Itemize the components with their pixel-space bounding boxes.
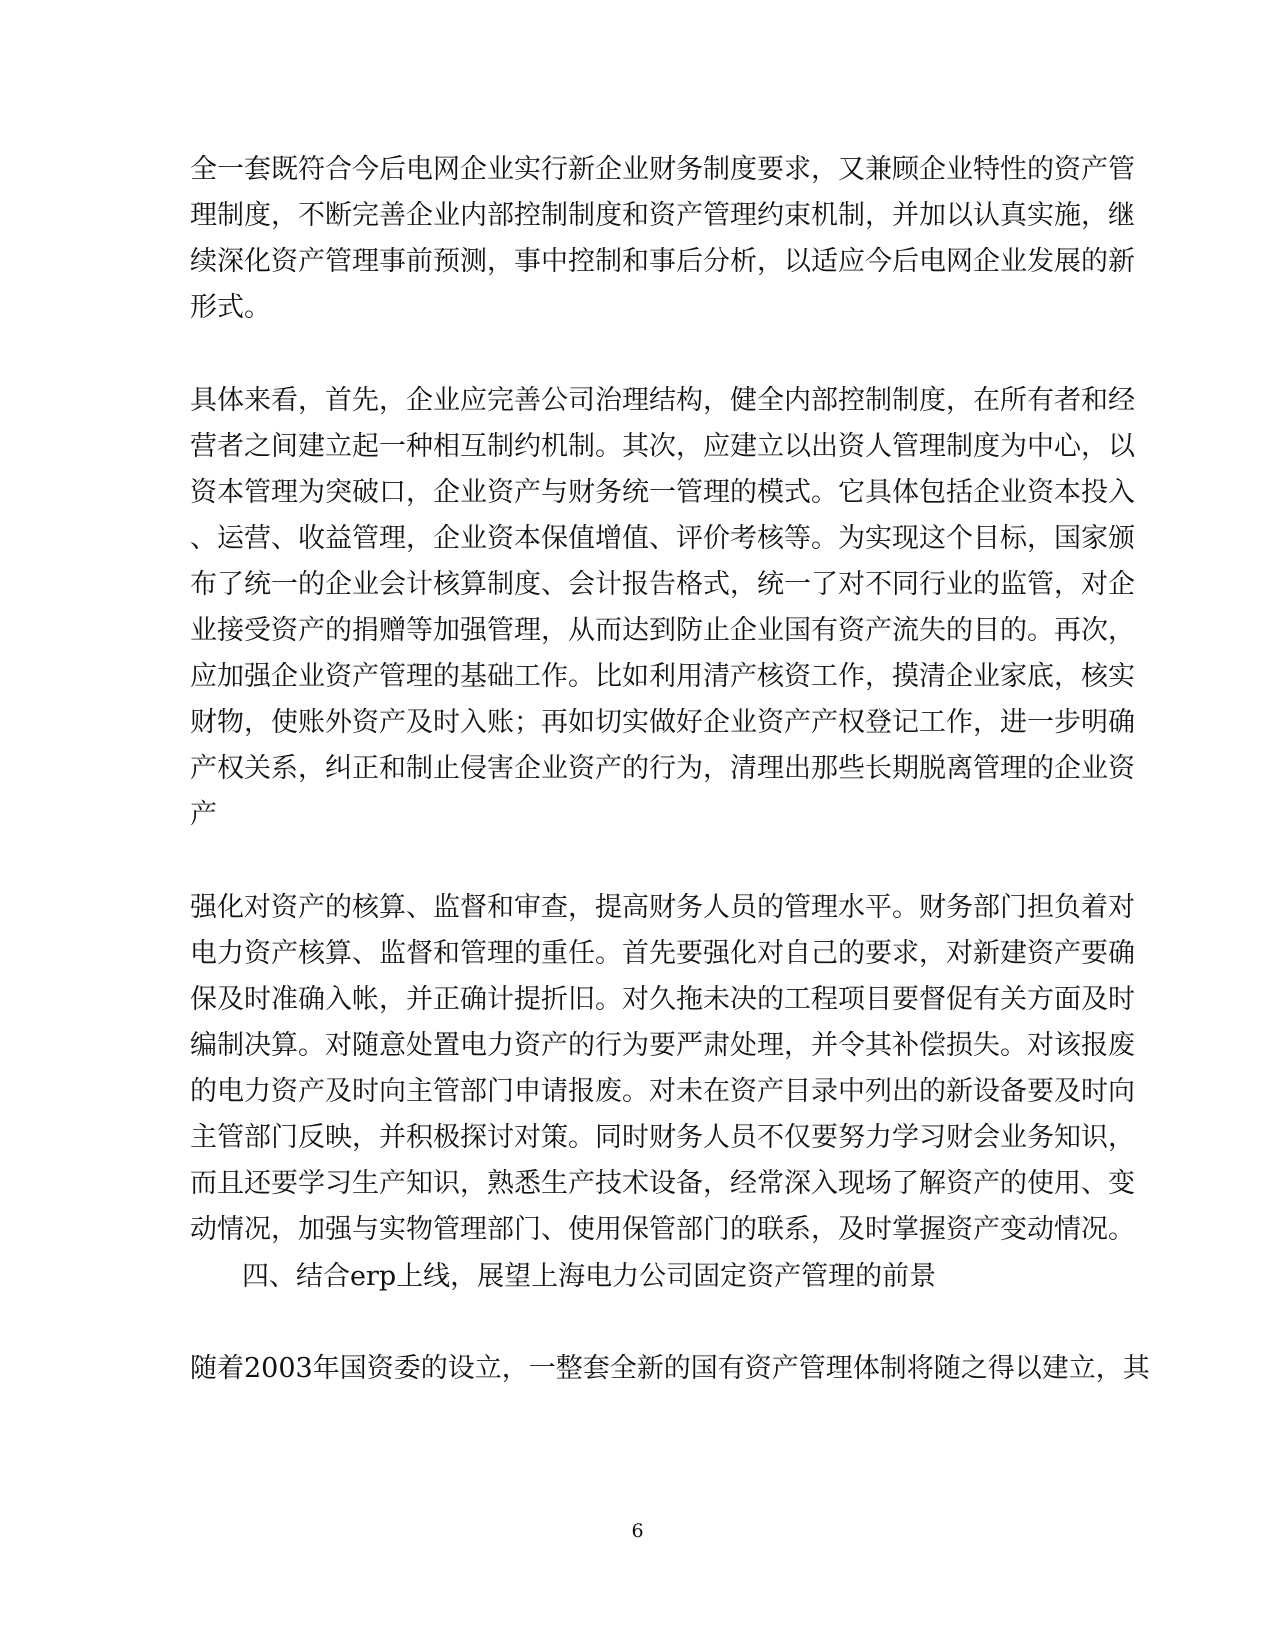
paragraph-line: 业接受资产的捐赠等加强管理，从而达到防止企业国有资产流失的目的。再次， bbox=[190, 615, 1135, 646]
paragraph-line: 强化对资产的核算、监督和审查，提高财务人员的管理水平。财务部门担负着对 bbox=[190, 892, 1135, 923]
paragraph-line: 动情况，加强与实物管理部门、使用保管部门的联系，及时掌握资产变动情况。 bbox=[190, 1214, 1135, 1245]
paragraph-line: 应加强企业资产管理的基础工作。比如利用清产核资工作，摸清企业家底，核实 bbox=[190, 661, 1135, 692]
paragraph-line: 产权关系，纠正和制止侵害企业资产的行为，清理出那些长期脱离管理的企业资 bbox=[190, 753, 1135, 784]
paragraph-line: 产 bbox=[190, 799, 217, 830]
paragraph-line: 理制度，不断完善企业内部控制制度和资产管理约束机制，并加以认真实施，继 bbox=[190, 200, 1135, 231]
paragraph-line: 财物，使账外资产及时入账；再如切实做好企业资产产权登记工作，进一步明确 bbox=[190, 707, 1135, 738]
paragraph-line: 营者之间建立起一种相互制约机制。其次，应建立以出资人管理制度为中心，以 bbox=[190, 431, 1135, 462]
paragraph-line: 编制决算。对随意处置电力资产的行为要严肃处理，并令其补偿损失。对该报废 bbox=[190, 1030, 1135, 1061]
paragraph-line: 具体来看，首先，企业应完善公司治理结构，健全内部控制制度，在所有者和经 bbox=[190, 385, 1135, 416]
paragraph-line: 全一套既符合今后电网企业实行新企业财务制度要求，又兼顾企业特性的资产管 bbox=[190, 154, 1135, 185]
page-number: 6 bbox=[631, 1520, 644, 1542]
paragraph-line: 的电力资产及时向主管部门申请报废。对未在资产目录中列出的新设备要及时向 bbox=[190, 1076, 1135, 1107]
paragraph-line: 续深化资产管理事前预测，事中控制和事后分析，以适应今后电网企业发展的新 bbox=[190, 246, 1135, 277]
paragraph-line: 而且还要学习生产知识，熟悉生产技术设备，经常深入现场了解资产的使用、变 bbox=[190, 1168, 1135, 1199]
paragraph-line: 资本管理为突破口，企业资产与财务统一管理的模式。它具体包括企业资本投入 bbox=[190, 477, 1135, 508]
paragraph-line: 、运营、收益管理，企业资本保值增值、评价考核等。为实现这个目标，国家颁 bbox=[190, 523, 1135, 554]
paragraph-line: 主管部门反映，并积极探讨对策。同时财务人员不仅要努力学习财会业务知识， bbox=[190, 1122, 1135, 1153]
paragraph-line: 电力资产核算、监督和管理的重任。首先要强化对自己的要求，对新建资产要确 bbox=[190, 938, 1135, 969]
paragraph-line: 形式。 bbox=[190, 292, 271, 323]
section-heading: 四、结合erp上线，展望上海电力公司固定资产管理的前景 bbox=[242, 1261, 937, 1292]
paragraph-line: 保及时准确入帐，并正确计提折旧。对久拖未决的工程项目要督促有关方面及时 bbox=[190, 984, 1135, 1015]
paragraph-line: 随着2003年国资委的设立，一整套全新的国有资产管理体制将随之得以建立，其 bbox=[190, 1353, 1150, 1384]
paragraph-line: 布了统一的企业会计核算制度、会计报告格式，统一了对不同行业的监管，对企 bbox=[190, 569, 1135, 600]
